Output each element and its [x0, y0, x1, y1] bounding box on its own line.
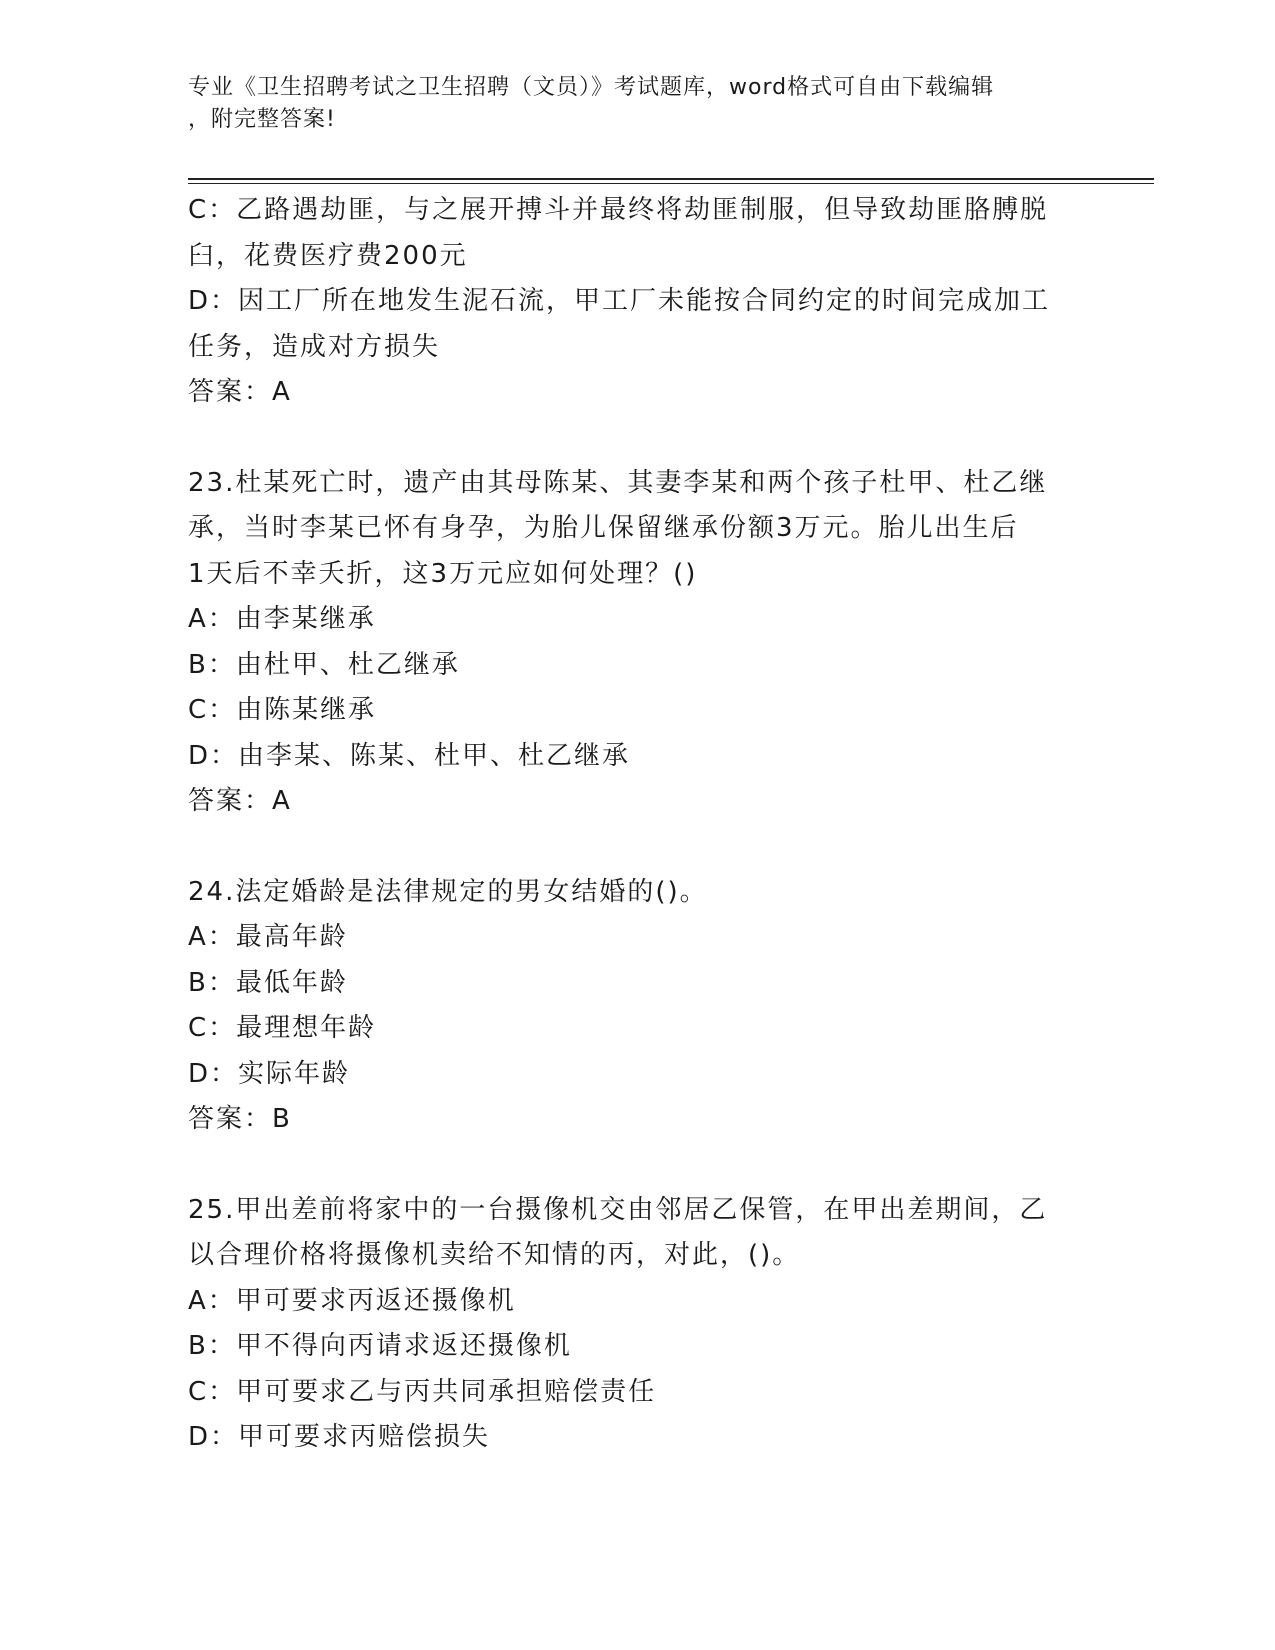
header-line-1: 专业《卫生招聘考试之卫生招聘（文员）》考试题库，word格式可自由下载编辑 — [188, 75, 995, 100]
q23-option-d: D：由李某、陈某、杜甲、杜乙继承 — [188, 740, 631, 771]
q22-option-d-line-2: 任务，造成对方损失 — [188, 331, 441, 362]
q23-answer: 答案：A — [188, 786, 292, 816]
q25-stem-line-2: 以合理价格将摄像机卖给不知情的丙，对此，()。 — [188, 1240, 801, 1270]
spacer — [188, 416, 1088, 461]
q23-stem-line-3: 1天后不幸夭折，这3万元应如何处理？() — [188, 558, 698, 589]
q24-answer: 答案：B — [188, 1104, 292, 1134]
question-25 — [188, 1188, 1088, 1461]
header-divider-thin — [188, 183, 1154, 184]
question-23 — [188, 461, 1088, 825]
question-content — [188, 188, 1088, 1461]
question-24 — [188, 870, 1088, 1143]
q22-option-d-line-1: D：因工厂所在地发生泥石流，甲工厂未能按合同约定的时间完成加工 — [188, 286, 1051, 316]
q25-stem-line-1: 25.甲出差前将家中的一台摄像机交由邻居乙保管，在甲出差期间，乙 — [188, 1194, 1048, 1225]
q23-option-b: B：由杜甲、杜乙继承 — [188, 649, 460, 680]
q23-stem-line-2: 承，当时李某已怀有身孕，为胎儿保留继承份额3万元。胎儿出生后 — [188, 513, 1019, 543]
header-line-2: ，附完整答案! — [188, 107, 336, 132]
q25-option-b: B：甲不得向丙请求返还摄像机 — [188, 1331, 572, 1361]
q24-option-c: C：最理想年龄 — [188, 1013, 377, 1043]
q25-option-d: D：甲可要求丙赔偿损失 — [188, 1422, 491, 1452]
question-22-continued — [188, 188, 1088, 416]
spacer — [188, 1143, 1088, 1188]
document-header — [188, 72, 1088, 136]
q22-option-c-line-2: 臼，花费医疗费200元 — [188, 240, 468, 271]
spacer — [188, 825, 1088, 870]
q25-option-c: C：甲可要求乙与丙共同承担赔偿责任 — [188, 1376, 657, 1407]
q23-stem-line-1: 23.杜某死亡时，遗产由其母陈某、其妻李某和两个孩子杜甲、杜乙继 — [188, 467, 1048, 498]
q25-option-a: A：甲可要求丙返还摄像机 — [188, 1285, 516, 1316]
header-divider-thick — [188, 178, 1154, 180]
q22-option-c-line-1: C：乙路遇劫匪，与之展开搏斗并最终将劫匪制服，但导致劫匪胳膊脱 — [188, 195, 1049, 225]
q24-stem-line-1: 24.法定婚龄是法律规定的男女结婚的()。 — [188, 876, 708, 907]
q22-answer: 答案：A — [188, 377, 292, 407]
q23-option-a: A：由李某继承 — [188, 604, 376, 634]
q24-option-b: B：最低年龄 — [188, 967, 348, 998]
q24-option-d: D：实际年龄 — [188, 1058, 351, 1089]
q23-option-c: C：由陈某继承 — [188, 695, 377, 725]
q24-option-a: A：最高年龄 — [188, 922, 348, 952]
